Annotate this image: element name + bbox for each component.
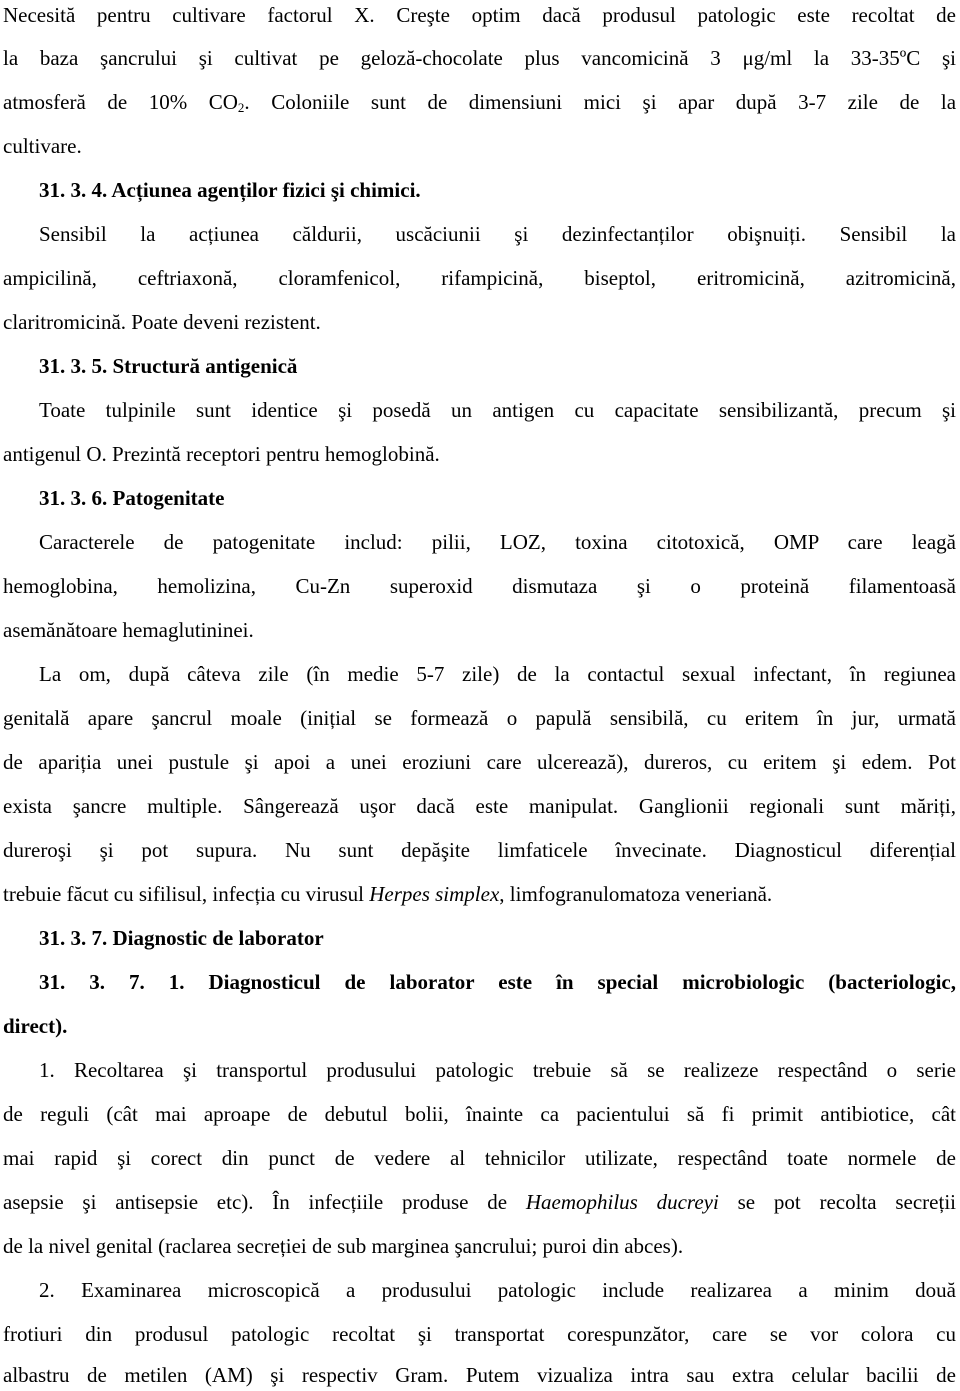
section-heading: 31. 3. 6. Patogenitate — [39, 486, 225, 510]
text-line: de reguli (cât mai aproape de debutul bolii, înainte ca pacientului să fi primit antibiotice, cât — [3, 1102, 956, 1126]
subscript: 2 — [237, 100, 245, 115]
text-fragment: atmosferă de 10% CO — [3, 90, 238, 114]
species-name: Herpes simplex — [369, 882, 500, 906]
text-fragment: . Coloniile sunt de dimensiuni mici şi apar după 3-7 zile de la — [244, 90, 956, 114]
text-line: Toate tulpinile sunt identice şi posedă un antigen cu capacitate sensibilizantă, precum şi — [39, 398, 956, 422]
text-line: cultivare. — [3, 134, 82, 158]
text-line: albastru de metilen (AM) şi respectiv Gram. Putem vizualiza intra sau extra celular bacilii de — [3, 1363, 956, 1387]
text-fragment: trebuie făcut cu sifilisul, infecția cu virusul — [3, 882, 370, 906]
text-line: exista şancre multiple. Sângerează uşor dacă este manipulat. Ganglionii regionali sunt măriți, — [3, 794, 956, 818]
text-line — [3, 89, 956, 115]
text-line: genitală apare şancrul moale (inițial se formează o papulă sensibilă, cu eritem în jur, urmată — [3, 706, 956, 730]
text-line: ampicilină, ceftriaxonă, cloramfenicol, rifampicină, biseptol, eritromicină, azitromicină, — [3, 266, 956, 290]
section-heading: 31. 3. 7. 1. Diagnosticul de laborator este în special microbiologic (bacteriologic, — [39, 970, 956, 994]
text-line — [3, 881, 956, 907]
species-name: Haemophilus ducreyi — [525, 1190, 719, 1214]
text-line: claritromicină. Poate deveni rezistent. — [3, 310, 321, 334]
text-line: hemoglobina, hemolizina, Cu-Zn superoxid dismutaza şi o proteină filamentoasă — [3, 574, 956, 598]
text-line: Caracterele de patogenitate includ: pilii, LOZ, toxina citotoxică, OMP care leagă — [39, 530, 956, 554]
section-heading: 31. 3. 4. Acțiunea agenților fizici şi chimici. — [39, 178, 421, 202]
section-heading: 31. 3. 7. Diagnostic de laborator — [39, 926, 324, 950]
text-line: asemănătoare hemaglutininei. — [3, 618, 254, 642]
text-line: Necesită pentru cultivare factorul X. Creşte optim dacă produsul patologic este recoltat de — [3, 3, 956, 27]
text-line: de la nivel genital (raclarea secreției de sub marginea şancrului; puroi din abces). — [3, 1234, 684, 1258]
text-fragment: se pot recolta secreții — [718, 1190, 956, 1214]
text-fragment: asepsie şi antisepsie etc). În infecțiile produse de — [3, 1190, 526, 1214]
section-heading: direct). — [3, 1014, 68, 1038]
text-fragment: , limfogranulomatoza veneriană. — [499, 882, 773, 906]
text-line: Sensibil la acțiunea căldurii, uscăciunii şi dezinfectanților obişnuiți. Sensibil la — [39, 222, 956, 246]
text-line: frotiuri din produsul patologic recoltat şi transportat corespunzător, care se vor colora cu — [3, 1322, 956, 1346]
text-line: la baza şancrului şi cultivat pe geloză-chocolate plus vancomicină 3 μg/ml la 33-35ºC şi — [3, 46, 956, 70]
text-line: mai rapid şi corect din punct de vedere al tehnicilor utilizate, respectând toate normele de — [3, 1146, 956, 1170]
text-line: de apariția unei pustule şi apoi a unei eroziuni care ulcerează), dureros, cu eritem şi edem. Pot — [3, 750, 956, 774]
text-line — [3, 1189, 956, 1215]
text-line: 2. Examinarea microscopică a produsului patologic include realizarea a minim două — [39, 1278, 956, 1302]
text-line: La om, după câteva zile (în medie 5-7 zile) de la contactul sexual infectant, în regiunea — [39, 662, 956, 686]
text-line: antigenul O. Prezintă receptori pentru hemoglobină. — [3, 442, 440, 466]
text-line: dureroşi şi pot supura. Nu sunt depăşite limfaticele învecinate. Diagnosticul diferențial — [3, 838, 956, 862]
section-heading: 31. 3. 5. Structură antigenică — [39, 354, 298, 378]
text-line: 1. Recoltarea şi transportul produsului patologic trebuie să se realizeze respectând o serie — [39, 1058, 956, 1082]
